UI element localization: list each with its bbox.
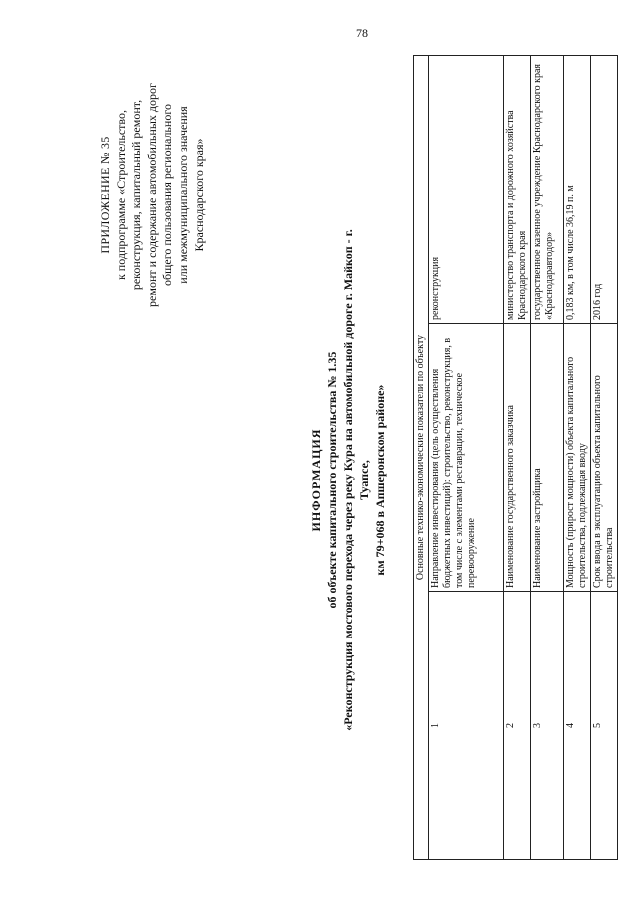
row-name: Направление инвестирования (цель осуществления бюджетных инвестиций): строительство, реконструкция, в том числе с элементами реставрации, техническое перевооружение <box>429 324 504 592</box>
table-row <box>531 56 564 860</box>
table-row <box>504 56 531 860</box>
row-number: 1 <box>429 592 504 860</box>
row-name: Наименование государственного заказчика <box>504 324 531 592</box>
appendix-line: общего пользования регионального <box>160 104 175 286</box>
appendix-title: ПРИЛОЖЕНИЕ № 35 <box>98 136 112 254</box>
table-row <box>564 56 591 860</box>
row-number: 4 <box>564 592 591 860</box>
row-number: 3 <box>531 592 564 860</box>
appendix-line: ремонт и содержание автомобильных дорог <box>144 83 159 307</box>
row-name: Наименование застройщика <box>531 324 564 592</box>
table-header: Основные технико-экономические показатели по объекту <box>414 56 429 860</box>
row-value: 0,183 км, в том числе 36,19 п. м <box>564 56 591 324</box>
appendix-line: к подпрограмме «Строительство, <box>113 109 128 281</box>
row-value: реконструкция <box>429 56 504 324</box>
appendix-line: или межмуниципального значения <box>175 106 190 284</box>
row-value: государственное казенное учреждение Краснодарского края «Краснодаравтодор» <box>531 56 564 324</box>
row-name: Мощность (прирост мощности) объекта капитального строительства, подлежащая вводу <box>564 324 591 592</box>
row-number: 5 <box>591 592 618 860</box>
row-name: Срок ввода в эксплуатацию объекта капитального строительства <box>591 324 618 592</box>
document-sheet <box>40 40 640 860</box>
appendix-block <box>98 70 207 320</box>
appendix-line: Краснодарского края» <box>191 138 206 252</box>
indicators-table <box>413 55 618 860</box>
appendix-line: реконструкция, капитальный ремонт, <box>129 99 144 291</box>
page-number: 78 <box>356 26 368 40</box>
row-value: министерство транспорта и дорожного хозяйства Краснодарского края <box>504 56 531 324</box>
heading-subtitle: об объекте капитального строительства № 1.35 <box>325 351 339 609</box>
heading-object-line: км 79+068 в Апшеронском районе» <box>373 384 387 576</box>
document-heading <box>308 220 388 740</box>
table-row <box>429 56 504 860</box>
row-value: 2016 год <box>591 56 618 324</box>
table-row <box>591 56 618 860</box>
heading-title: ИНФОРМАЦИЯ <box>309 428 323 532</box>
heading-object-line: «Реконструкция мостового перехода через реку Кура на автомобильной дороге г. Майкоп - г. Туапсе, <box>341 229 371 731</box>
row-number: 2 <box>504 592 531 860</box>
